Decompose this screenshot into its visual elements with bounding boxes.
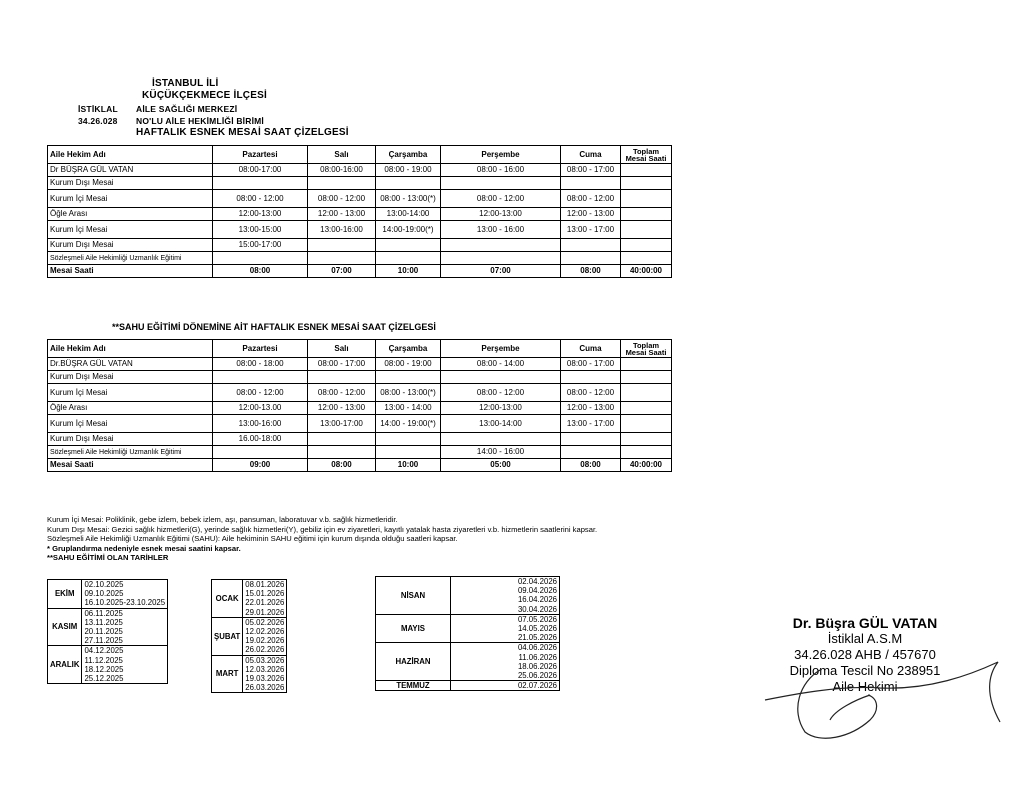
table-row bbox=[48, 177, 672, 190]
table-cell: 12:00-13:00 bbox=[441, 402, 561, 415]
date-entry: 14.05.2026 bbox=[517, 624, 557, 634]
column-header: Salı bbox=[308, 340, 376, 358]
table-cell bbox=[561, 446, 621, 459]
column-header: Aile Hekim Adı bbox=[48, 340, 213, 358]
table-cell bbox=[376, 239, 441, 252]
column-header: Toplam Mesai Saati bbox=[621, 340, 672, 358]
table-cell bbox=[376, 252, 441, 265]
table-cell bbox=[621, 177, 672, 190]
table-cell: 13:00-15:00 bbox=[213, 221, 308, 239]
date-entry: 02.07.2026 bbox=[517, 681, 557, 691]
note-line: Sözleşmeli Aile Hekimliği Uzmanlık Eğitimi (SAHU): Aile hekiminin SAHU eğitimi için kurum dışında olduğu saatleri kapsar. bbox=[47, 534, 458, 544]
date-entry: 15.01.2026 bbox=[245, 589, 285, 599]
column-header: Salı bbox=[308, 146, 376, 164]
table-cell bbox=[561, 177, 621, 190]
table-cell bbox=[561, 239, 621, 252]
table-header-row bbox=[48, 146, 672, 164]
table-row bbox=[48, 221, 672, 239]
table-cell bbox=[441, 177, 561, 190]
table-cell: 13:00-14:00 bbox=[441, 415, 561, 433]
table-cell: 40:00:00 bbox=[621, 265, 672, 278]
month-label: MAYIS bbox=[376, 614, 451, 643]
sahu-schedule-title: **SAHU EĞİTİMİ DÖNEMİNE AİT HAFTALIK ESNEK MESAİ SAAT ÇİZELGESİ bbox=[112, 322, 436, 332]
header-unit-value: NO'LU AİLE HEKİMLİĞİ BİRİMİ bbox=[136, 116, 264, 126]
table-cell bbox=[308, 239, 376, 252]
column-header: Perşembe bbox=[441, 340, 561, 358]
month-group bbox=[48, 646, 168, 684]
table-row bbox=[48, 265, 672, 278]
table-cell: 08:00 - 13:00(*) bbox=[376, 190, 441, 208]
date-entry: 19.03.2026 bbox=[245, 674, 285, 684]
date-entry: 22.01.2026 bbox=[245, 598, 285, 608]
date-entry: 18.12.2025 bbox=[84, 664, 124, 674]
date-entry: 11.12.2025 bbox=[84, 655, 123, 665]
table-cell: 08:00 bbox=[561, 459, 621, 472]
month-dates bbox=[451, 681, 560, 691]
table-row bbox=[48, 371, 672, 384]
month-label: EKİM bbox=[48, 580, 82, 609]
date-entry: 19.02.2026 bbox=[245, 636, 285, 646]
table-cell bbox=[308, 433, 376, 446]
column-header: Perşembe bbox=[441, 146, 561, 164]
month-label: HAZİRAN bbox=[376, 643, 451, 681]
stamp-line: Diploma Tescil No 238951 bbox=[789, 663, 941, 678]
table-cell bbox=[621, 402, 672, 415]
date-entry: 02.04.2026 bbox=[517, 577, 557, 586]
date-entry: 07.05.2026 bbox=[517, 614, 557, 624]
date-entry: 05.03.2026 bbox=[245, 655, 285, 665]
column-header: Aile Hekim Adı bbox=[48, 146, 213, 164]
sahu-dates-table-a bbox=[47, 579, 168, 684]
table-cell bbox=[621, 371, 672, 384]
notes-block bbox=[47, 515, 777, 563]
table-cell bbox=[376, 371, 441, 384]
month-group bbox=[376, 643, 560, 681]
date-entry: 04.12.2025 bbox=[84, 646, 124, 656]
table-cell bbox=[213, 177, 308, 190]
month-group bbox=[212, 580, 287, 618]
date-entry: 29.01.2026 bbox=[245, 607, 285, 617]
date-entry: 09.10.2025 bbox=[84, 589, 124, 599]
date-entry: 25.12.2025 bbox=[84, 674, 124, 684]
row-label: Kurum İçi Mesai bbox=[48, 415, 213, 433]
month-label: TEMMUZ bbox=[376, 681, 451, 691]
month-group bbox=[376, 577, 560, 615]
table-cell bbox=[213, 371, 308, 384]
month-group bbox=[48, 580, 168, 609]
date-entry: 18.06.2026 bbox=[517, 661, 557, 671]
table-cell: 12:00 - 13:00 bbox=[308, 402, 376, 415]
header-asm-value: AİLE SAĞLIĞI MERKEZİ bbox=[136, 104, 238, 114]
note-line: Kurum İçi Mesai: Poliklinik, gebe izlem, bebek izlem, aşı, pansuman, laboratuvar v.b. sağlık hizmetleridir. bbox=[47, 515, 398, 524]
row-label: Kurum Dışı Mesai bbox=[48, 433, 213, 446]
date-entry: 05.02.2026 bbox=[245, 617, 285, 627]
table-cell bbox=[441, 252, 561, 265]
month-label: ŞUBAT bbox=[212, 617, 243, 655]
table-cell: 08:00 - 12:00 bbox=[441, 384, 561, 402]
row-label: Kurum İçi Mesai bbox=[48, 221, 213, 239]
note-line: **SAHU EĞİTİMİ OLAN TARİHLER bbox=[47, 553, 169, 563]
table-cell: 08:00 - 12:00 bbox=[308, 190, 376, 208]
month-label: OCAK bbox=[212, 580, 243, 618]
stamp-name: Dr. Büşra GÜL VATAN bbox=[792, 615, 938, 631]
row-label: Mesai Saati bbox=[48, 265, 213, 278]
column-header: Pazartesi bbox=[213, 340, 308, 358]
table-cell: 13:00 - 16:00 bbox=[441, 221, 561, 239]
row-label: Dr BÜŞRA GÜL VATAN bbox=[48, 164, 213, 177]
table-cell: 08:00 bbox=[308, 459, 376, 472]
table-cell: 12:00 - 13:00 bbox=[561, 208, 621, 221]
table-cell: 05:00 bbox=[441, 459, 561, 472]
date-entry: 25.06.2026 bbox=[517, 671, 557, 681]
month-label: NİSAN bbox=[376, 577, 451, 615]
table-cell: 16.00-18:00 bbox=[213, 433, 308, 446]
table-cell: 12:00-13.00 bbox=[213, 402, 308, 415]
table-cell: 12:00-13:00 bbox=[213, 208, 308, 221]
table-cell: 12:00-13:00 bbox=[441, 208, 561, 221]
table-cell: 14:00 - 19:00(*) bbox=[376, 415, 441, 433]
table-cell: 08:00 - 16:00 bbox=[441, 164, 561, 177]
date-entry: 16.10.2025-23.10.2025 bbox=[84, 598, 166, 608]
table-row bbox=[48, 402, 672, 415]
row-label: Öğle Arası bbox=[48, 402, 213, 415]
sahu-schedule-table bbox=[47, 339, 672, 472]
row-label: Sözleşmeli Aile Hekimliği Uzmanlık Eğitimi bbox=[48, 446, 213, 459]
table-cell: 40:00:00 bbox=[621, 459, 672, 472]
table-cell: 08:00 - 19:00 bbox=[376, 164, 441, 177]
table-cell: 12:00 - 13:00 bbox=[308, 208, 376, 221]
table-row bbox=[48, 252, 672, 265]
table-row bbox=[48, 459, 672, 472]
date-entry: 16.04.2026 bbox=[517, 595, 557, 605]
table-cell bbox=[308, 371, 376, 384]
table-cell: 13:00-14:00 bbox=[376, 208, 441, 221]
table-cell bbox=[621, 358, 672, 371]
signature-drawing bbox=[760, 640, 1027, 750]
table-cell: 07:00 bbox=[308, 265, 376, 278]
table-cell: 08:00 - 19:00 bbox=[376, 358, 441, 371]
table-cell: 08:00 - 12:00 bbox=[308, 384, 376, 402]
table-cell: 08:00 - 12:00 bbox=[561, 384, 621, 402]
table-cell: 13:00-16:00 bbox=[308, 221, 376, 239]
table-row bbox=[48, 384, 672, 402]
table-row bbox=[48, 415, 672, 433]
table-row bbox=[48, 358, 672, 371]
date-entry: 06.11.2025 bbox=[84, 608, 123, 618]
date-entry: 09.04.2026 bbox=[517, 586, 557, 596]
table-cell: 15:00-17:00 bbox=[213, 239, 308, 252]
row-label: Kurum Dışı Mesai bbox=[48, 371, 213, 384]
table-cell bbox=[561, 433, 621, 446]
stamp-line: Aile Hekimi bbox=[832, 679, 898, 694]
table-cell bbox=[621, 415, 672, 433]
sahu-dates-table-b bbox=[211, 579, 287, 693]
month-group bbox=[212, 617, 287, 655]
table-cell bbox=[441, 371, 561, 384]
month-dates bbox=[82, 580, 168, 609]
table-cell: 08:00 - 17:00 bbox=[561, 358, 621, 371]
table-cell: 13:00 - 17:00 bbox=[561, 415, 621, 433]
date-entry: 04.06.2026 bbox=[517, 643, 557, 653]
table-cell bbox=[376, 177, 441, 190]
table-cell bbox=[621, 221, 672, 239]
table-cell bbox=[308, 252, 376, 265]
row-label: Öğle Arası bbox=[48, 208, 213, 221]
table-cell: 08:00 - 17:00 bbox=[308, 358, 376, 371]
date-entry: 08.01.2026 bbox=[245, 580, 285, 589]
table-cell bbox=[376, 446, 441, 459]
table-cell bbox=[621, 164, 672, 177]
column-header: Cuma bbox=[561, 146, 621, 164]
table-cell bbox=[621, 239, 672, 252]
document-title: HAFTALIK ESNEK MESAİ SAAT ÇİZELGESİ bbox=[136, 127, 349, 138]
row-label: Sözleşmeli Aile Hekimliği Uzmanlık Eğitimi bbox=[48, 252, 213, 265]
header-district: KÜÇÜKÇEKMECE İLÇESİ bbox=[142, 90, 267, 101]
row-label: Mesai Saati bbox=[48, 459, 213, 472]
table-cell bbox=[308, 446, 376, 459]
month-dates bbox=[451, 614, 560, 643]
sahu-dates-table-c bbox=[375, 576, 560, 691]
row-label: Kurum Dışı Mesai bbox=[48, 177, 213, 190]
table-row bbox=[48, 208, 672, 221]
table-cell: 09:00 bbox=[213, 459, 308, 472]
date-entry: 26.03.2026 bbox=[245, 683, 285, 693]
month-dates bbox=[451, 643, 560, 681]
table-cell: 08:00 bbox=[213, 265, 308, 278]
table-cell: 10:00 bbox=[376, 459, 441, 472]
table-cell: 13:00 - 17:00 bbox=[561, 221, 621, 239]
table-cell bbox=[308, 177, 376, 190]
row-label: Dr.BÜŞRA GÜL VATAN bbox=[48, 358, 213, 371]
month-group bbox=[376, 614, 560, 643]
date-entry: 11.06.2026 bbox=[518, 652, 557, 662]
table-cell bbox=[213, 252, 308, 265]
table-cell: 07:00 bbox=[441, 265, 561, 278]
column-header: Toplam Mesai Saati bbox=[621, 146, 672, 164]
table-cell: 10:00 bbox=[376, 265, 441, 278]
month-label: KASIM bbox=[48, 608, 82, 646]
month-label: MART bbox=[212, 655, 243, 693]
table-cell: 08:00-16:00 bbox=[308, 164, 376, 177]
table-cell bbox=[561, 252, 621, 265]
table-cell: 14:00 - 16:00 bbox=[441, 446, 561, 459]
table-row bbox=[48, 446, 672, 459]
date-entry: 27.11.2025 bbox=[84, 636, 123, 646]
table-cell: 08:00-17:00 bbox=[213, 164, 308, 177]
table-cell bbox=[561, 371, 621, 384]
date-entry: 30.04.2026 bbox=[517, 604, 557, 614]
date-entry: 12.02.2026 bbox=[245, 627, 285, 637]
table-cell bbox=[441, 239, 561, 252]
month-dates bbox=[243, 655, 287, 693]
column-header: Çarşamba bbox=[376, 340, 441, 358]
table-cell: 13:00 - 14:00 bbox=[376, 402, 441, 415]
month-group bbox=[376, 681, 560, 691]
month-dates bbox=[82, 608, 168, 646]
table-cell: 08:00 - 17:00 bbox=[561, 164, 621, 177]
column-header: Pazartesi bbox=[213, 146, 308, 164]
table-cell bbox=[376, 433, 441, 446]
month-group bbox=[212, 655, 287, 693]
table-row bbox=[48, 190, 672, 208]
table-cell: 08:00 - 13:00(*) bbox=[376, 384, 441, 402]
table-cell bbox=[441, 433, 561, 446]
date-entry: 26.02.2026 bbox=[245, 645, 285, 655]
column-header: Çarşamba bbox=[376, 146, 441, 164]
stamp-line: İstiklal A.S.M bbox=[827, 631, 903, 646]
date-entry: 20.11.2025 bbox=[84, 627, 123, 637]
table-cell: 08:00 - 12:00 bbox=[213, 384, 308, 402]
date-entry: 12.03.2026 bbox=[245, 664, 285, 674]
table-cell bbox=[621, 446, 672, 459]
table-cell: 13:00-17:00 bbox=[308, 415, 376, 433]
table-cell bbox=[621, 208, 672, 221]
row-label: Kurum Dışı Mesai bbox=[48, 239, 213, 252]
month-label: ARALIK bbox=[48, 646, 82, 684]
table-cell bbox=[213, 446, 308, 459]
month-group bbox=[48, 608, 168, 646]
table-cell: 12:00 - 13:00 bbox=[561, 402, 621, 415]
month-dates bbox=[243, 580, 287, 618]
table-header-row bbox=[48, 340, 672, 358]
table-cell: 08:00 bbox=[561, 265, 621, 278]
date-entry: 21.05.2026 bbox=[517, 633, 557, 643]
table-cell: 13:00-16:00 bbox=[213, 415, 308, 433]
table-row bbox=[48, 433, 672, 446]
note-line: * Gruplandırma nedeniyle esnek mesai saatini kapsar. bbox=[47, 543, 241, 553]
header-unit-code: 34.26.028 bbox=[78, 116, 118, 126]
note-line: Kurum Dışı Mesai: Gezici sağlık hizmetleri(G), yerinde sağlık hizmetleri(Y), gebiliz için ev ziyaretleri, kayıtlı yatalak hasta ziyaretleri v.b. hizmetlerin saatlerini kapsar. bbox=[47, 524, 598, 534]
month-dates bbox=[243, 617, 287, 655]
table-row bbox=[48, 164, 672, 177]
header-province: İSTANBUL İLİ bbox=[152, 78, 219, 89]
row-label: Kurum İçi Mesai bbox=[48, 190, 213, 208]
month-dates bbox=[451, 577, 560, 615]
date-entry: 02.10.2025 bbox=[84, 580, 124, 589]
weekly-schedule-table bbox=[47, 145, 672, 278]
stamp-line: 34.26.028 AHB / 457670 bbox=[794, 647, 936, 662]
column-header: Cuma bbox=[561, 340, 621, 358]
table-cell: 08:00 - 12:00 bbox=[561, 190, 621, 208]
table-cell: 08:00 - 18:00 bbox=[213, 358, 308, 371]
table-cell: 08:00 - 12:00 bbox=[441, 190, 561, 208]
table-row bbox=[48, 239, 672, 252]
month-dates bbox=[82, 646, 168, 684]
table-cell: 08:00 - 12:00 bbox=[213, 190, 308, 208]
header-asm-label: İSTİKLAL bbox=[78, 104, 118, 114]
table-cell bbox=[621, 433, 672, 446]
table-cell bbox=[621, 252, 672, 265]
table-cell bbox=[621, 384, 672, 402]
table-cell: 08:00 - 14:00 bbox=[441, 358, 561, 371]
table-cell bbox=[621, 190, 672, 208]
table-cell: 14:00-19:00(*) bbox=[376, 221, 441, 239]
row-label: Kurum İçi Mesai bbox=[48, 384, 213, 402]
date-entry: 13.11.2025 bbox=[84, 617, 123, 627]
